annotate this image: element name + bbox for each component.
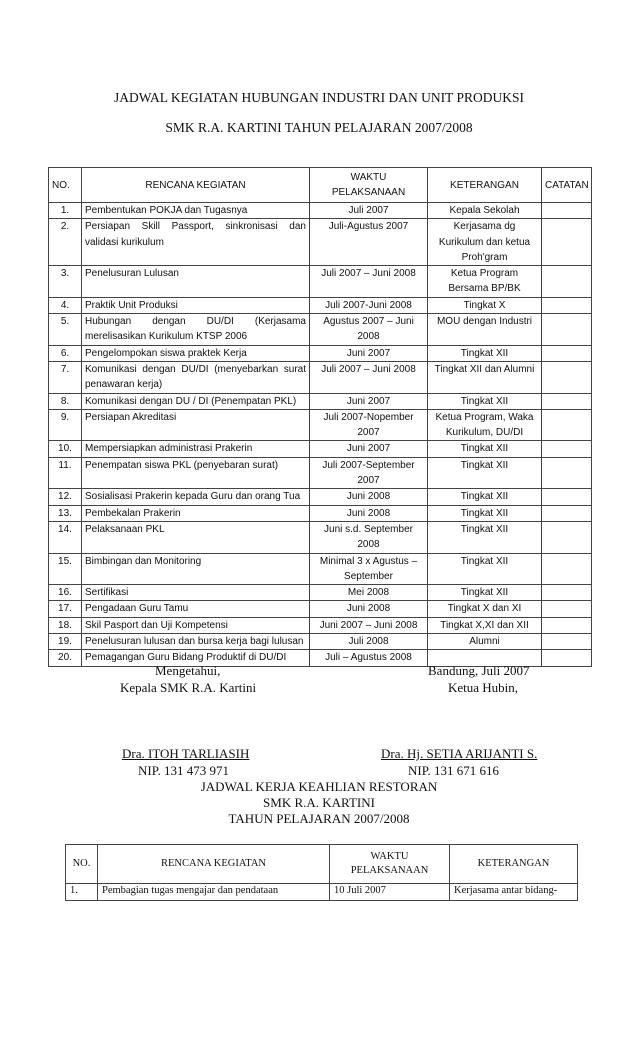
sig-right-name: Dra. Hj. SETIA ARIJANTI S. bbox=[381, 746, 538, 761]
cell-catatan bbox=[542, 505, 592, 521]
cell-waktu: Juli 2007 – Juni 2008 bbox=[310, 361, 428, 393]
cell-keterangan: Tingkat XII bbox=[428, 345, 542, 361]
cell-catatan bbox=[542, 441, 592, 457]
table-row bbox=[49, 521, 592, 553]
table-row bbox=[66, 884, 578, 901]
sig-right-line1: Bandung, Juli 2007 bbox=[428, 663, 530, 678]
header-keterangan: KETERANGAN bbox=[450, 845, 578, 884]
cell-no: 16. bbox=[49, 585, 82, 601]
cell-keterangan: Tingkat X,XI dan XII bbox=[428, 617, 542, 633]
cell-waktu: Juni 2008 bbox=[310, 601, 428, 617]
cell-waktu: Juli 2007-Juni 2008 bbox=[310, 297, 428, 313]
cell-no: 12. bbox=[49, 489, 82, 505]
cell-rencana: Penelusuran Lulusan bbox=[82, 266, 310, 298]
cell-catatan bbox=[542, 601, 592, 617]
table-row bbox=[49, 219, 592, 266]
cell-rencana: Pelaksanaan PKL bbox=[82, 521, 310, 553]
cell-rencana: Pengelompokan siswa praktek Kerja bbox=[82, 345, 310, 361]
cell-no: 15. bbox=[49, 553, 82, 585]
cell-catatan bbox=[542, 650, 592, 666]
cell-waktu: Juli 2008 bbox=[310, 634, 428, 650]
cell-catatan bbox=[542, 585, 592, 601]
cell-no: 5. bbox=[49, 314, 82, 346]
cell-no: 1. bbox=[49, 203, 82, 219]
table-row bbox=[49, 409, 592, 441]
cell-keterangan: Kepala Sekolah bbox=[428, 203, 542, 219]
cell-waktu: Agustus 2007 – Juni 2008 bbox=[310, 314, 428, 346]
cell-no: 6. bbox=[49, 345, 82, 361]
cell-keterangan: Tingkat X dan XI bbox=[428, 601, 542, 617]
cell-catatan bbox=[542, 489, 592, 505]
cell-rencana: Pembekalan Prakerin bbox=[82, 505, 310, 521]
cell-rencana: Bimbingan dan Monitoring bbox=[82, 553, 310, 585]
sig-left-name: Dra. ITOH TARLIASIH bbox=[122, 746, 250, 761]
cell-no: 19. bbox=[49, 634, 82, 650]
cell-waktu: Mei 2008 bbox=[310, 585, 428, 601]
table-row bbox=[49, 314, 592, 346]
cell-no: 3. bbox=[49, 266, 82, 298]
cell-keterangan: Tingkat XII bbox=[428, 489, 542, 505]
header-rencana: RENCANA KEGIATAN bbox=[82, 168, 310, 203]
cell-keterangan: Tingkat XII bbox=[428, 505, 542, 521]
cell-no: 14. bbox=[49, 521, 82, 553]
sig-left-line2: Kepala SMK R.A. Kartini bbox=[120, 680, 257, 695]
table-row bbox=[49, 297, 592, 313]
sig-right-nip: NIP. 131 671 616 bbox=[408, 763, 500, 778]
cell-rencana: Skil Pasport dan Uji Kompetensi bbox=[82, 617, 310, 633]
sig-left-line1: Mengetahui, bbox=[155, 663, 221, 678]
cell-rencana: Komunikasi dengan DU / DI (Penempatan PKL) bbox=[82, 393, 310, 409]
cell-no: 4. bbox=[49, 297, 82, 313]
cell-rencana: Pembagian tugas mengajar dan pendataan bbox=[98, 884, 330, 901]
cell-rencana: Mempersiapkan administrasi Prakerin bbox=[82, 441, 310, 457]
cell-no: 17. bbox=[49, 601, 82, 617]
table-row bbox=[49, 393, 592, 409]
cell-waktu: Minimal 3 x Agustus – September bbox=[310, 553, 428, 585]
table-header-row bbox=[66, 845, 578, 884]
cell-rencana: Pembentukan POKJA dan Tugasnya bbox=[82, 203, 310, 219]
cell-keterangan: Kerjasama antar bidang- bbox=[450, 884, 578, 901]
cell-catatan bbox=[542, 457, 592, 489]
cell-waktu: Juni s.d. September 2008 bbox=[310, 521, 428, 553]
cell-rencana: Persiapan Akreditasi bbox=[82, 409, 310, 441]
cell-keterangan: Tingkat XII bbox=[428, 457, 542, 489]
cell-keterangan: MOU dengan Industri bbox=[428, 314, 542, 346]
cell-catatan bbox=[542, 361, 592, 393]
cell-rencana: Pengadaan Guru Tamu bbox=[82, 601, 310, 617]
cell-rencana: Komunikasi dengan DU/DI (menyebarkan surat penawaran kerja) bbox=[82, 361, 310, 393]
table-row bbox=[49, 601, 592, 617]
table-row bbox=[49, 203, 592, 219]
cell-keterangan: Tingkat XII bbox=[428, 521, 542, 553]
cell-waktu: Juni 2007 bbox=[310, 441, 428, 457]
cell-rencana: Praktik Unit Produksi bbox=[82, 297, 310, 313]
cell-keterangan: Tingkat XII bbox=[428, 553, 542, 585]
table-row bbox=[49, 441, 592, 457]
cell-catatan bbox=[542, 203, 592, 219]
cell-catatan bbox=[542, 409, 592, 441]
cell-rencana: Penempatan siswa PKL (penyebaran surat) bbox=[82, 457, 310, 489]
cell-catatan bbox=[542, 521, 592, 553]
table-row bbox=[49, 617, 592, 633]
table-body bbox=[66, 884, 578, 901]
cell-waktu: Juli 2007 – Juni 2008 bbox=[310, 266, 428, 298]
cell-waktu: Juni 2008 bbox=[310, 489, 428, 505]
cell-no: 1. bbox=[66, 884, 98, 901]
table-row bbox=[49, 585, 592, 601]
cell-waktu: Juni 2008 bbox=[310, 505, 428, 521]
cell-waktu: Juni 2007 bbox=[310, 393, 428, 409]
cell-no: 7. bbox=[49, 361, 82, 393]
table-row bbox=[49, 505, 592, 521]
cell-waktu: Juli – Agustus 2008 bbox=[310, 650, 428, 666]
table-row bbox=[49, 489, 592, 505]
cell-rencana: Sosialisasi Prakerin kepada Guru dan orang Tua bbox=[82, 489, 310, 505]
cell-keterangan: Tingkat X bbox=[428, 297, 542, 313]
cell-no: 11. bbox=[49, 457, 82, 489]
cell-catatan bbox=[542, 266, 592, 298]
cell-waktu: Juli-Agustus 2007 bbox=[310, 219, 428, 266]
cell-catatan bbox=[542, 219, 592, 266]
sig-left-nip: NIP. 131 473 971 bbox=[138, 763, 230, 778]
cell-keterangan: Ketua Program, Waka Kurikulum, DU/DI bbox=[428, 409, 542, 441]
cell-waktu: Juli 2007-September 2007 bbox=[310, 457, 428, 489]
schedule-table bbox=[48, 167, 592, 667]
table-row bbox=[49, 634, 592, 650]
header-rencana: RENCANA KEGIATAN bbox=[98, 845, 330, 884]
sig-right-line2: Ketua Hubin, bbox=[447, 680, 519, 695]
cell-rencana: Persiapan Skill Passport, sinkronisasi dan validasi kurikulum bbox=[82, 219, 310, 266]
cell-catatan bbox=[542, 345, 592, 361]
header-waktu: WAKTU PELAKSANAAN bbox=[330, 845, 450, 884]
cell-waktu: Juli 2007 bbox=[310, 203, 428, 219]
cell-no: 13. bbox=[49, 505, 82, 521]
cell-keterangan: Tingkat XII dan Alumni bbox=[428, 361, 542, 393]
table-row bbox=[49, 266, 592, 298]
doc2-year: TAHUN PELAJARAN 2007/2008 bbox=[228, 811, 410, 826]
cell-keterangan: Kerjasama dg Kurikulum dan ketua Proh'gram bbox=[428, 219, 542, 266]
doc2-school: SMK R.A. KARTINI bbox=[263, 795, 375, 810]
cell-keterangan: Tingkat XII bbox=[428, 441, 542, 457]
cell-waktu: Juni 2007 bbox=[310, 345, 428, 361]
cell-no: 18. bbox=[49, 617, 82, 633]
cell-no: 2. bbox=[49, 219, 82, 266]
cell-waktu: Juli 2007-Nopember 2007 bbox=[310, 409, 428, 441]
cell-catatan bbox=[542, 393, 592, 409]
cell-rencana: Pemagangan Guru Bidang Produktif di DU/DI bbox=[82, 650, 310, 666]
cell-catatan bbox=[542, 634, 592, 650]
table-header-row bbox=[49, 168, 592, 203]
doc-title: JADWAL KEGIATAN HUBUNGAN INDUSTRI DAN UNIT PRODUKSI bbox=[114, 90, 524, 105]
header-catatan: CATATAN bbox=[542, 168, 592, 203]
header-keterangan: KETERANGAN bbox=[428, 168, 542, 203]
cell-keterangan: Tingkat XII bbox=[428, 585, 542, 601]
cell-no: 20. bbox=[49, 650, 82, 666]
restoran-schedule-table bbox=[65, 844, 578, 901]
cell-waktu: 10 Juli 2007 bbox=[330, 884, 450, 901]
cell-no: 9. bbox=[49, 409, 82, 441]
cell-catatan bbox=[542, 297, 592, 313]
cell-catatan bbox=[542, 553, 592, 585]
table-body bbox=[49, 203, 592, 667]
table-row bbox=[49, 361, 592, 393]
header-waktu: WAKTU PELAKSANAAN bbox=[310, 168, 428, 203]
cell-keterangan: Tingkat XII bbox=[428, 393, 542, 409]
cell-rencana: Penelusuran lulusan dan bursa kerja bagi lulusan bbox=[82, 634, 310, 650]
cell-catatan bbox=[542, 617, 592, 633]
cell-waktu: Juni 2007 – Juni 2008 bbox=[310, 617, 428, 633]
cell-keterangan: Alumni bbox=[428, 634, 542, 650]
cell-no: 8. bbox=[49, 393, 82, 409]
cell-no: 10. bbox=[49, 441, 82, 457]
header-no: NO. bbox=[66, 845, 98, 884]
cell-keterangan: Ketua Program Bersama BP/BK bbox=[428, 266, 542, 298]
table-row bbox=[49, 345, 592, 361]
doc2-title: JADWAL KERJA KEAHLIAN RESTORAN bbox=[200, 779, 438, 794]
table-row bbox=[49, 553, 592, 585]
table-row bbox=[49, 457, 592, 489]
doc-subtitle: SMK R.A. KARTINI TAHUN PELAJARAN 2007/2008 bbox=[165, 120, 473, 135]
cell-rencana: Sertifikasi bbox=[82, 585, 310, 601]
cell-rencana: Hubungan dengan DU/DI (Kerjasama merelisasikan Kurikulum KTSP 2006 bbox=[82, 314, 310, 346]
header-no: NO. bbox=[49, 168, 82, 203]
cell-catatan bbox=[542, 314, 592, 346]
